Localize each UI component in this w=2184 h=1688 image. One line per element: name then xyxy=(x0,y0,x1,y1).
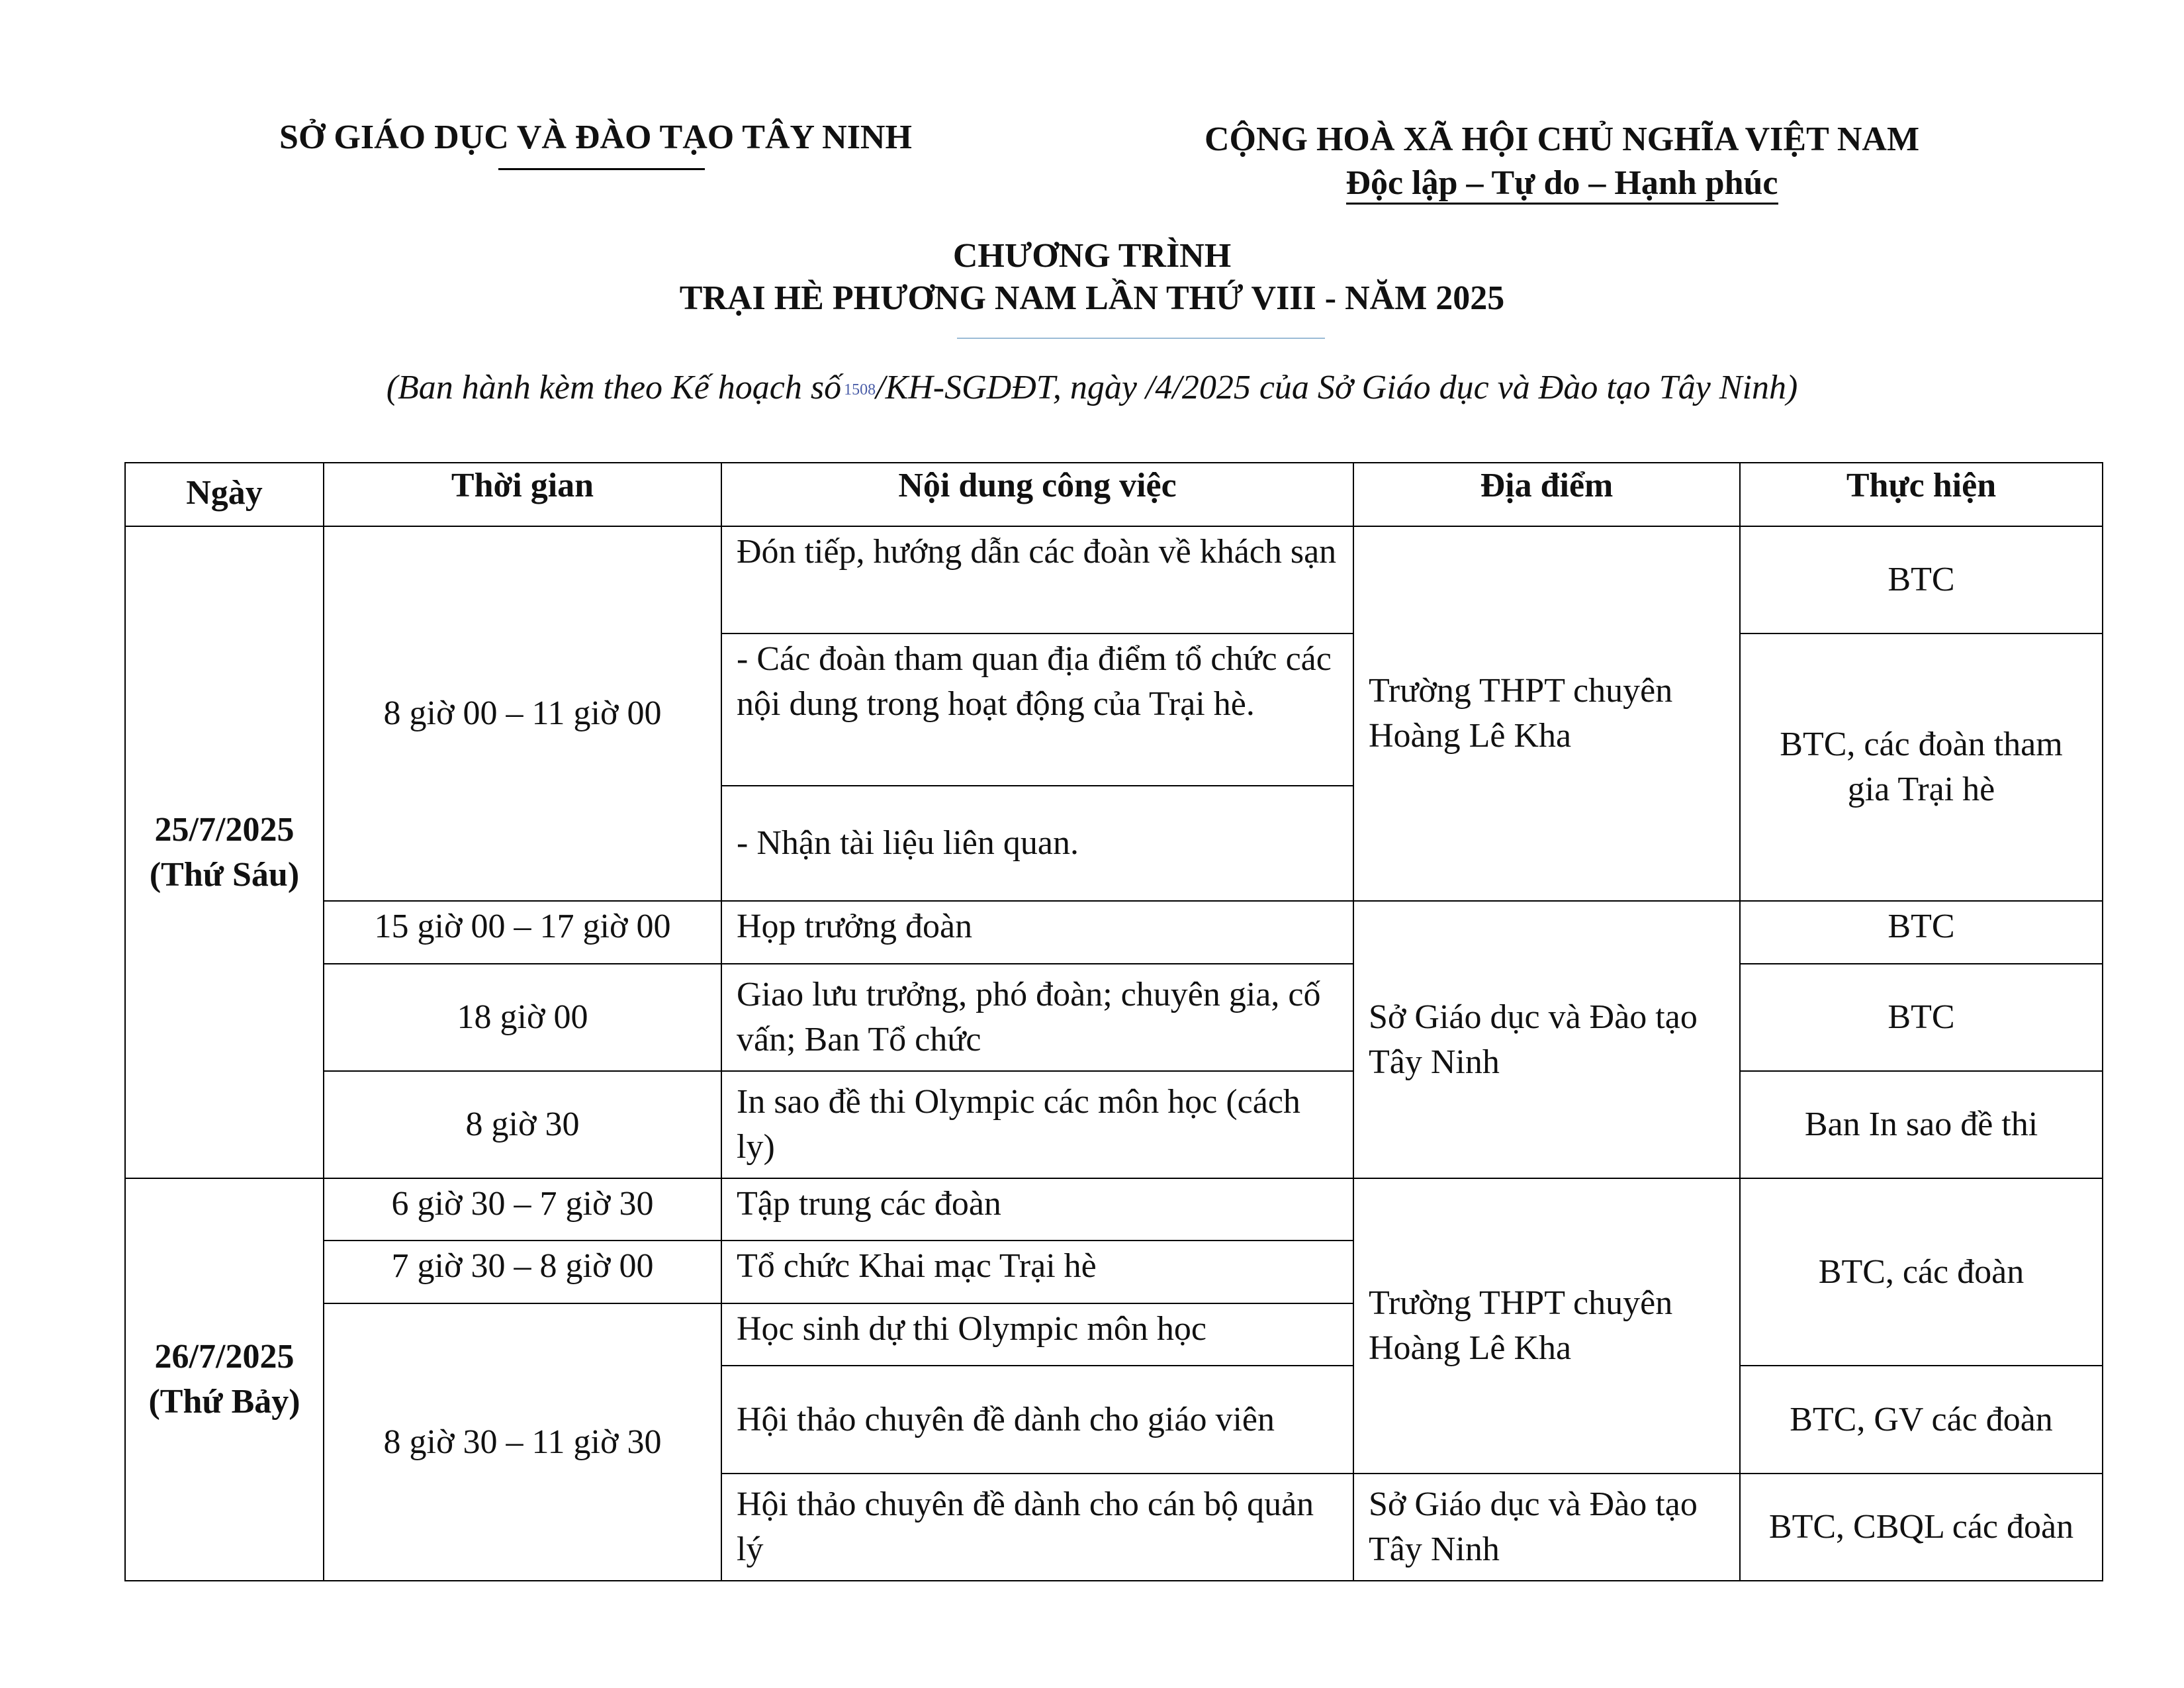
day1-date: 25/7/2025 xyxy=(154,810,295,849)
day2-date-cell xyxy=(125,1178,324,1581)
country-name: CỘNG HOÀ XÃ HỘI CHỦ NGHĨA VIỆT NAM xyxy=(1204,120,1920,158)
day2-exec-1: BTC, các đoàn xyxy=(1740,1178,2103,1366)
day2-content-2: Tổ chức Khai mạc Trại hè xyxy=(721,1241,1353,1303)
day1-exec-6: Ban In sao đề thi xyxy=(1740,1071,2103,1178)
table-row xyxy=(125,526,2103,633)
day1-date-cell xyxy=(125,526,324,1178)
subtitle-end: /KH-SGDĐT, ngày /4/2025 của Sở Giáo dục và Đào tạo Tây Ninh) xyxy=(876,369,1798,406)
day1-content-2: - Các đoàn tham quan địa điểm tổ chức các nội dung trong hoạt động của Trại hè. xyxy=(721,633,1353,786)
day2-time-3: 8 giờ 30 – 11 giờ 30 xyxy=(324,1303,721,1581)
day2-time-2: 7 giờ 30 – 8 giờ 00 xyxy=(324,1241,721,1303)
day1-time-5: 18 giờ 00 xyxy=(324,964,721,1071)
subtitle-start: (Ban hành kèm theo Kế hoạch số xyxy=(386,369,842,406)
agency-underline xyxy=(498,168,705,170)
table-row xyxy=(125,1178,2103,1241)
document-title xyxy=(0,235,2184,320)
day1-exec-4: BTC xyxy=(1740,901,2103,964)
day1-time-1: 8 giờ 00 – 11 giờ 00 xyxy=(324,526,721,901)
header-place: Địa điểm xyxy=(1353,463,1740,526)
stamped-number: 1508 xyxy=(844,381,876,399)
title-line-2: TRẠI HÈ PHƯƠNG NAM LẦN THỨ VIII - NĂM 2025 xyxy=(679,279,1505,317)
day1-content-5: Giao lưu trưởng, phó đoàn; chuyên gia, cố vấn; Ban Tổ chức xyxy=(721,964,1353,1071)
day2-content-3: Học sinh dự thi Olympic môn học xyxy=(721,1303,1353,1366)
day2-content-1: Tập trung các đoàn xyxy=(721,1178,1353,1241)
day1-content-4: Họp trưởng đoàn xyxy=(721,901,1353,964)
day2-content-5: Hội thảo chuyên đề dành cho cán bộ quản lý xyxy=(721,1474,1353,1581)
header-executor: Thực hiện xyxy=(1740,463,2103,526)
day2-place-5: Sở Giáo dục và Đào tạo Tây Ninh xyxy=(1353,1474,1740,1581)
document-subtitle xyxy=(0,368,2184,407)
day2-exec-5: BTC, CBQL các đoàn xyxy=(1740,1474,2103,1581)
title-line-1: CHƯƠNG TRÌNH xyxy=(952,237,1232,275)
day2-date: 26/7/2025 xyxy=(154,1338,295,1376)
day2-place-1: Trường THPT chuyên Hoàng Lê Kha xyxy=(1353,1178,1740,1474)
header-time: Thời gian xyxy=(324,463,721,526)
day1-exec-1: BTC xyxy=(1740,526,2103,633)
table-row xyxy=(125,1071,2103,1178)
day1-content-1: Đón tiếp, hướng dẫn các đoàn về khách sạn xyxy=(721,526,1353,633)
national-header xyxy=(1132,118,1992,205)
day2-weekday: (Thứ Bảy) xyxy=(148,1383,300,1421)
table-row xyxy=(125,901,2103,964)
day1-place-1: Trường THPT chuyên Hoàng Lê Kha xyxy=(1353,526,1740,901)
day1-place-4: Sở Giáo dục và Đào tạo Tây Ninh xyxy=(1353,901,1740,1178)
title-underline xyxy=(957,338,1325,339)
day1-time-4: 15 giờ 00 – 17 giờ 00 xyxy=(324,901,721,964)
table-header-row xyxy=(125,463,2103,526)
table-row xyxy=(125,964,2103,1071)
agency-name: SỞ GIÁO DỤC VÀ ĐÀO TẠO TÂY NINH xyxy=(279,118,912,156)
header-content: Nội dung công việc xyxy=(721,463,1353,526)
day1-weekday: (Thứ Sáu) xyxy=(149,855,300,894)
day2-exec-4: BTC, GV các đoàn xyxy=(1740,1366,2103,1474)
day1-exec-2: BTC, các đoàn tham gia Trại hè xyxy=(1740,633,2103,901)
day1-content-6: In sao đề thi Olympic các môn học (cách ly) xyxy=(721,1071,1353,1178)
day1-exec-5: BTC xyxy=(1740,964,2103,1071)
schedule-table xyxy=(124,462,2103,1581)
day1-time-6: 8 giờ 30 xyxy=(324,1071,721,1178)
header-date: Ngày xyxy=(125,463,324,526)
day1-content-3: - Nhận tài liệu liên quan. xyxy=(721,786,1353,901)
national-motto: Độc lập – Tự do – Hạnh phúc xyxy=(1346,164,1778,205)
day2-content-4: Hội thảo chuyên đề dành cho giáo viên xyxy=(721,1366,1353,1474)
day2-time-1: 6 giờ 30 – 7 giờ 30 xyxy=(324,1178,721,1241)
